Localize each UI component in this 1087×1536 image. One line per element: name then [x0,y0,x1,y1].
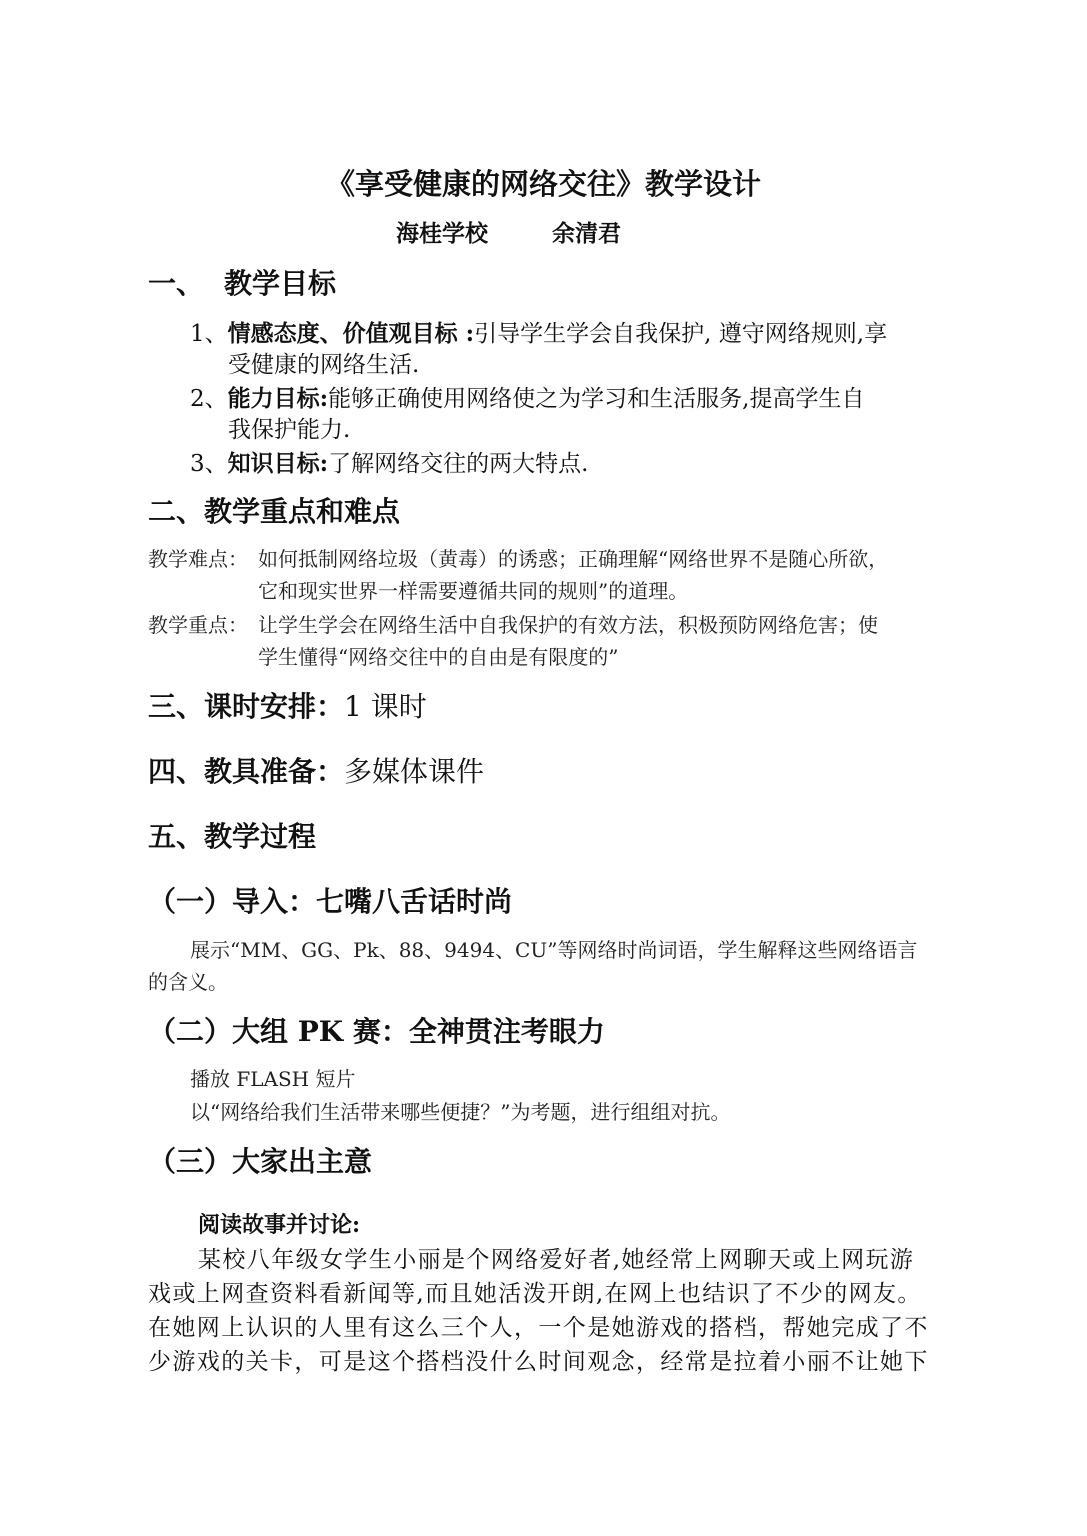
story-line-1: 某校八年级女学生小丽是个网络爱好者,她经常上网聊天或上网玩游 [198,1247,915,1273]
section-4 [148,750,484,790]
part-1-text-2: 的含义。 [148,970,228,994]
story-line-3: 在她网上认识的人里有这么三个人，一个是她游戏的搭档，帮她完成了不 [148,1315,929,1341]
author-line [396,215,621,248]
goal-3-label: 知识目标: [227,450,329,477]
part-2-text-2: 以“网络给我们生活带来哪些便捷？”为考题，进行组组对抗。 [190,1100,731,1124]
section-2-heading: 二、教学重点和难点 [148,495,401,528]
section-4-value: 多媒体课件 [344,755,485,788]
part-2-heading: （二）大组 PK 赛：全神贯注考眼力 [148,1015,605,1048]
goal-1-label: 情感态度、价值观目标 : [227,320,475,347]
goal-item-2 [190,380,864,413]
goal-2-text-cont: 我保护能力. [228,417,351,443]
section-3-value: 1 课时 [344,690,427,723]
goal-3-text: 了解网络交往的两大特点. [328,451,589,477]
goal-item-1 [190,315,887,348]
goal-1-text: 引导学生学会自我保护, 遵守网络规则,享 [474,321,888,347]
part-1-text-1: 展示“MM、GG、Pk、88、9494、CU”等网络时尚词语，学生解释这些网络语言 [190,938,918,962]
part-2-text-1: 播放 FLASH 短片 [190,1067,356,1091]
difficult-text-1: 如何抵制网络垃圾（黄毒）的诱惑；正确理解“网络世界不是随心所欲， [258,547,889,571]
section-4-heading: 四、教具准备： [148,755,345,788]
part-1-heading: （一）导入：七嘴八舌话时尚 [148,885,513,918]
section-1-heading: 教学目标 [224,267,337,300]
goal-2-text: 能够正确使用网络使之为学习和生活服务,提高学生自 [328,386,865,412]
story-line-4: 少游戏的关卡，可是这个搭档没什么时间观念，经常是拉着小丽不让她下 [148,1349,929,1375]
section-1-number: 一、 [148,267,205,300]
school-name: 海桂学校 [396,220,488,247]
goal-2-label: 能力目标: [227,385,329,412]
story-line-2: 戏或上网查资料看新闻等,而且她活泼开朗,在网上也结识了不少的网友。 [148,1281,922,1307]
key-text-2: 学生懂得“网络交往中的自由是有限度的” [258,645,619,669]
goal-3-number: 3、 [190,451,228,477]
section-3 [148,685,427,725]
difficult-text-2: 它和现实世界一样需要遵循共同的规则”的道理。 [258,579,689,603]
part-3-heading: （三）大家出主意 [148,1145,373,1178]
goal-1-number: 1、 [190,321,228,347]
goal-2-number: 2、 [190,386,228,412]
section-3-heading: 三、课时安排： [148,690,345,723]
section-5-heading: 五、教学过程 [148,820,317,853]
goal-item-3 [190,445,588,478]
author-name: 余清君 [552,220,621,247]
goal-1-text-cont: 受健康的网络生活. [228,352,420,378]
key-label: 教学重点： [148,613,248,637]
part-3-subheading: 阅读故事并讨论: [198,1212,361,1238]
difficult-label: 教学难点： [148,547,248,571]
key-text-1: 让学生学会在网络生活中自我保护的有效方法，积极预防网络危害；使 [258,613,878,637]
document-title: 《享受健康的网络交往》教学设计 [325,167,761,201]
